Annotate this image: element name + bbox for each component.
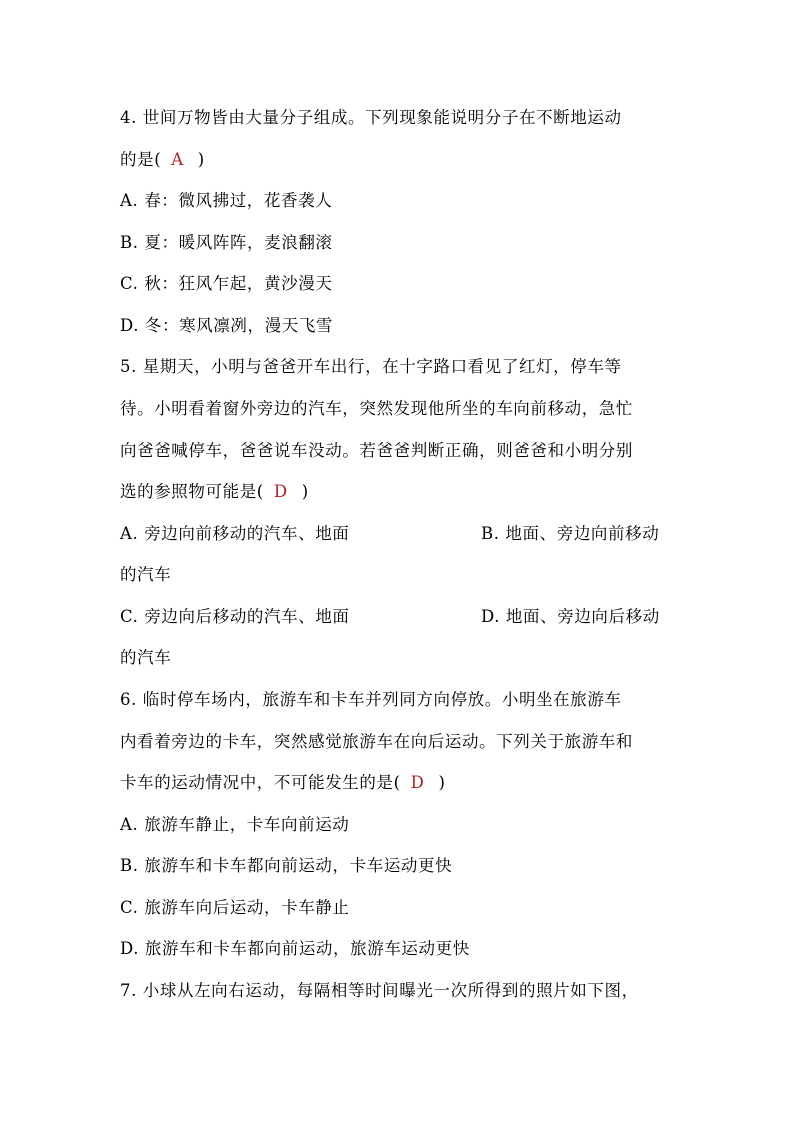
q5-option-a: A. 旁边向前移动的汽车、地面 [120, 524, 350, 543]
q6-option-d: D. 旅游车和卡车都向前运动，旅游车运动更快 [120, 939, 470, 958]
q5-stem-line-1: 5. 星期天，小明与爸爸开车出行，在十字路口看见了红灯，停车等 [120, 357, 622, 376]
q5-option-c: C. 旁边向后移动的汽车、地面 [120, 607, 350, 626]
q4-option-c: C. 秋：狂风乍起，黄沙漫天 [120, 274, 333, 293]
q6-stem-prefix: 卡车的运动情况中，不可能发生的是( [120, 773, 401, 792]
q5-stem-prefix: 选的参照物可能是( [120, 482, 264, 501]
q4-stem-line-2 [120, 149, 680, 171]
q5-stem-line-3: 向爸爸喊停车，爸爸说车没动。若爸爸判断正确，则爸爸和小明分别 [120, 441, 633, 460]
q5-option-d: D. 地面、旁边向后移动 [481, 607, 660, 626]
q5-stem-line-4 [120, 481, 680, 503]
q4-option-b: B. 夏：暖风阵阵，麦浪翻滚 [120, 233, 333, 252]
q5-option-b: B. 地面、旁边向前移动 [481, 524, 660, 543]
q6-answer: D [410, 773, 425, 792]
q4-stem-line-1: 4. 世间万物皆由大量分子组成。下列现象能说明分子在不断地运动 [120, 108, 622, 127]
q6-stem-line-1: 6. 临时停车场内，旅游车和卡车并列同方向停放。小明坐在旅游车 [120, 690, 622, 709]
q4-answer: A [171, 150, 184, 169]
q4-option-a: A. 春：微风拂过，花香袭人 [120, 191, 333, 210]
q6-stem-line-3 [120, 772, 680, 794]
q5-option-d-continued: 的汽车 [120, 648, 172, 667]
q6-option-b: B. 旅游车和卡车都向前运动，卡车运动更快 [120, 856, 453, 875]
q5-answer: D [273, 482, 288, 501]
q4-stem-prefix: 的是( [120, 150, 162, 169]
q6-option-a: A. 旅游车静止，卡车向前运动 [120, 815, 350, 834]
q4-option-d: D. 冬：寒风凛冽，漫天飞雪 [120, 316, 334, 335]
q5-option-b-continued: 的汽车 [120, 565, 172, 584]
q6-stem-line-2: 内看着旁边的卡车，突然感觉旅游车在向后运动。下列关于旅游车和 [120, 732, 633, 751]
q6-stem-suffix: ) [438, 773, 446, 792]
q5-stem-line-2: 待。小明看着窗外旁边的汽车，突然发现他所坐的车向前移动，急忙 [120, 399, 633, 418]
q5-stem-suffix: ) [301, 482, 309, 501]
q7-stem-line-1: 7. 小球从左向右运动，每隔相等时间曝光一次所得到的照片如下图， [120, 981, 639, 1000]
q6-option-c: C. 旅游车向后运动，卡车静止 [120, 898, 350, 917]
q4-stem-suffix: ) [197, 150, 205, 169]
